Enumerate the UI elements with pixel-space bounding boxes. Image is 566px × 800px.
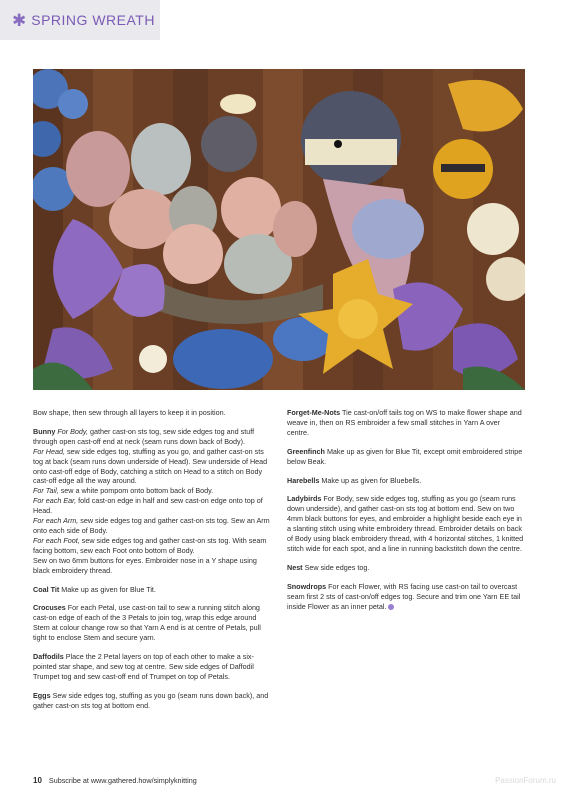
section-title: SPRING WREATH	[31, 12, 155, 28]
paragraph-heading: Eggs	[33, 690, 51, 700]
left-column	[33, 408, 270, 720]
right-column	[287, 408, 524, 621]
wreath-photo	[33, 69, 525, 390]
paragraph-greenfinch	[287, 447, 524, 467]
page-number: 10	[33, 776, 42, 785]
paragraph-text: For Body, sew side edges tog, stuffing as you go (seam runs down underside), and gather cast-on sts tog at bottom end. Sew on two 4mm black buttons for eyes, and embroider a highlight beside each eye in a slanting stitch using white embroidery thread. Embroider details on back of Body using black embroidery thread, with 4 horizontal stitches, 1 knitted stitch wide for each spot, and a line in running backstitch down the centre.	[287, 494, 524, 553]
subscribe-link[interactable]: Subscribe at www.gathered.how/simplyknitting	[48, 776, 197, 785]
paragraph-heading: Harebells	[287, 475, 320, 485]
paragraph-line: For each Arm, sew side edges tog and gather cast-on sts tog. Sew an Arm onto each side of Body.	[33, 516, 270, 535]
paragraph-line: For Tail, sew a white pompom onto bottom back of Body.	[33, 486, 214, 496]
paragraph-text: Make up as given for Blue Tit, except omit embroidered stripe below Beak.	[287, 446, 523, 466]
paragraph-text: Bow shape, then sew through all layers to keep it in position.	[33, 408, 226, 417]
paragraph-heading: Ladybirds	[287, 494, 322, 504]
paragraph-daffodils	[33, 652, 270, 682]
paragraph-line: For Head, sew side edges tog, stuffing as you go, and gather cast-on sts tog at back (seam runs down underside of Head). Sew underside of Head onto cast-off edge of Body, catching a stitch on Head to a stitch on Body cast-off edge all the way around.	[33, 446, 268, 486]
paragraph-nest	[287, 563, 524, 573]
paragraph-eggs	[33, 691, 270, 711]
paragraph-heading: Forget-Me-Nots	[287, 408, 341, 417]
knitted-spring-wreath-photo	[33, 69, 525, 390]
paragraph-text: Sew side edges tog, stuffing as you go (seam runs down back), and gather cast-on sts tog at bottom end.	[33, 690, 269, 710]
paragraph-line: For each Foot, sew side edges tog and gather cast-on sts tog. With seam facing bottom, sew each Foot onto bottom of Body.	[33, 535, 267, 555]
paragraph-heading: Crocuses	[33, 603, 66, 613]
paragraph-heading: Bunny	[33, 426, 56, 436]
paragraph-harebells	[287, 476, 524, 486]
paragraph-line: Sew on two 6mm buttons for eyes. Embroider nose in a Y shape using black embroidery thread.	[33, 555, 257, 575]
paragraph-heading: Greenfinch	[287, 446, 325, 456]
paragraph-heading: Daffodils	[33, 652, 64, 662]
paragraph-heading: Nest	[287, 562, 303, 572]
paragraph-text: Place the 2 Petal layers on top of each other to make a six-pointed star shape, and sew tog at centre. Sew side edges of Daffodil Trumpet tog and sew cast-off end of Trumpet on top of Petals.	[33, 652, 254, 681]
paragraph-snowdrops	[287, 582, 524, 612]
paragraph-text: For each Flower, with RS facing use cast-on tail to overcast seam first 2 sts of cast-on/off edges tog. Secure and trim one Yarn EE tail inside Flower as an inner petal.	[287, 581, 521, 611]
paragraph-text: Tie cast-on/off tails tog on WS to make flower shape and weave in, then on RS embroider a few small stitches in Yarn A over centre.	[287, 408, 522, 437]
section-header	[0, 0, 160, 40]
paragraph-heading: Snowdrops	[287, 581, 327, 591]
paragraph-coal-tit	[33, 585, 270, 595]
end-mark-icon	[388, 604, 394, 610]
paragraph-bunny	[33, 427, 270, 576]
paragraph-text: Sew side edges tog.	[302, 562, 370, 572]
paragraph-text: Make up as given for Bluebells.	[319, 475, 422, 485]
paragraph-heading: Coal Tit	[33, 584, 60, 594]
paragraph-forget-me-nots	[287, 408, 524, 438]
paragraph-line: For each Ear, fold cast-on edge in half and sew cast-on edge onto top of Head.	[33, 496, 263, 516]
paragraph-ladybirds	[287, 494, 524, 553]
asterisk-icon: ✱	[12, 10, 27, 30]
paragraph-bow	[33, 408, 270, 418]
page-footer	[33, 776, 197, 785]
paragraph-line: For Body, gather cast-on sts tog, sew side edges tog and stuff through open cast-off end at neck (seam runs down back of Body).	[33, 426, 255, 446]
paragraph-crocuses	[33, 603, 270, 643]
watermark: PassionForum.ru	[495, 776, 556, 785]
paragraph-text: For each Petal, use cast-on tail to sew a running stitch along cast-on edge of each of the 3 Petals to join tog, wrap this edge around Stem at colour change row so that Yarn A end is at centre of Petals, pull tight to enclose Stem and secure yarn.	[33, 603, 261, 643]
paragraph-text: Make up as given for Blue Tit.	[59, 584, 156, 594]
